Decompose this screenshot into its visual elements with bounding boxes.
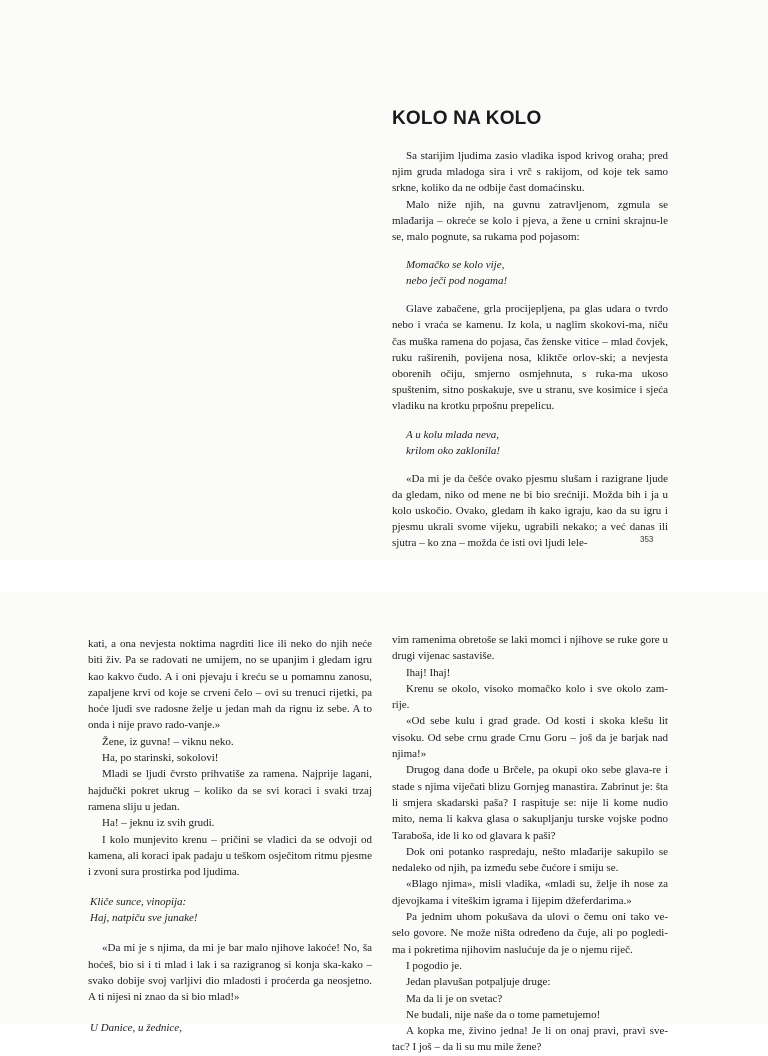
paragraph: Jedan plavušan potpaljuje druge:	[406, 976, 551, 989]
paragraph: kati, a ona nevjesta noktima nagrditi lice ili neko do njih neće biti živ. Pa se radovati ne umijem, no se upanjim i gledam igru kao kakvo čudo. A i oni pjevaju i kreću se u pomamnu zanosu, zapaljene krvi od koje se crveni čelo – ovi su trenuci rijetki, pa hoće ljudi sve radosne želje u jedan mah da rignu iz sebe. A to onda i nije pravo rado-vanje.»	[88, 638, 372, 732]
paragraph: I kolo munjevito krenu – pričini se vladici da se odvoji od kamena, ali koraci ipak padaju u teškom osječitom ritmu pjesme i zvoni sura prostirka pod ljudima.	[88, 833, 372, 879]
paragraph: Pa jednim uhom pokušava da ulovi o čemu oni tako ve-selo govore. Ne može ništa određeno da čuje, ali po pogledi-ma i pokretima njihovim naslućuje da je o njemu riječ.	[392, 911, 668, 956]
paragraph: Ha! – jeknu iz svih grudi.	[102, 817, 215, 830]
paragraph: «Da mi je s njima, da mi je bar malo njihove lakoće! No, ša hoćeš, bio si i ti mlad i lak i sa razigranog si konja ska-kako – svako dobije svoj varljivi dio mladosti i proćerda ga neosjetno. A ti nijesi ni znao da si bio mlad!»	[88, 942, 372, 1004]
paragraph: Ne budali, nije naše da o tome pametujemo!	[406, 1008, 601, 1021]
paragraph: Ha, po starinski, sokolovi!	[102, 752, 219, 765]
verse-line: U Danice, u žednice,	[90, 1021, 182, 1034]
top-text-column	[392, 108, 668, 552]
chapter-title: KOLO NA KOLO	[392, 108, 542, 129]
paragraph: Ihaj! Ihaj!	[406, 666, 451, 679]
verse	[90, 1020, 372, 1036]
paragraph: Drugog dana dođe u Brčele, pa okupi oko sebe glava-re i stade s njima viječati blizu Gornjeg manastira. Zabrinut je: šta li smjera skadarski paša? I raspituje se: nije li kome nudio mito, nema li kakva glasa o sakupljanju turske vojske podno Taraboša, ide li ko od glavara k paši?	[392, 764, 668, 842]
paragraph: Sa starijim ljudima zasio vladika ispod krivog oraha; pred njim gruda mladoga sira i vrč s rakijom, od koje tek samo srkne, koliko da ne odbije čast domaćinsku.	[392, 150, 668, 195]
paragraph: Dok oni potanko raspredaju, nešto mlađarije sakupilo se nedaleko od njih, pa između sebe čućore i smiju se.	[392, 845, 668, 875]
right-text-column	[392, 632, 668, 1056]
paragraph: «Da mi je da češće ovako pjesmu slušam i razigrane ljude da gledam, niko od mene ne bi bio srećniji. Možda bih i ja u kolo uskočio. Ovako, gledam ih kako igraju, kao da su igru i pjesmu ukrali svome vijeku, ugrabili nekako; a već danas ili sjutra – ko zna – možda će isti ovi ljudi lele-	[392, 472, 668, 550]
paragraph: «Blago njima», misli vladika, «mladi su, želje ih nose za djevojkama i viteškim igrama i lijepim džeferdarima.»	[392, 878, 668, 907]
paragraph: vim ramenima obretoše se laki momci i njihove se ruke gore u drugi vijenac sastaviše.	[392, 634, 668, 663]
verse	[406, 427, 668, 459]
paragraph: A kopka me, živino jedna! Je li on onaj pravi, pravi sve-tac? I još – da li su mu mile žene?	[392, 1025, 668, 1054]
paragraph: Ma da li je on svetac?	[406, 992, 503, 1005]
verse	[406, 257, 668, 289]
paragraph: Glave zabačene, grla procijepljena, pa glas udara o tvrdo nebo i vraća se kamenu. Iz kola, u naglim skokovi-ma, niču čas muška ramena do pojasa, čas ženske vitice – mlad čovjek, ruku raširenih, povijena nosa, kliktče orlov-ski; a nevjesta oborenih očiju, smjerno osmjehnuta, s ruka-ma ukoso spuštenim, sitno poskakuje, sve u stranu, sve kosimice i sjeća vladiku na krotku prpošnu prepelicu.	[392, 303, 668, 413]
left-text-column	[88, 636, 372, 1050]
paragraph: «Od sebe kulu i grad grade. Od kosti i skoka klešu lit visoku. Od sebe crnu grade Crnu Goru – još da je barjak nad njima!»	[392, 715, 668, 761]
paragraph: Žene, iz guvna! – viknu neko.	[102, 735, 234, 748]
verse-line: Kliče sunce, vinopija:	[90, 896, 187, 909]
paragraph: Mladi se ljudi čvrsto prihvatiše za ramena. Najprije lagani, hajdučki pokret ukrug – koliko da se svi koraci i svaki trzaj ramena sliju u jedan.	[88, 768, 372, 813]
paragraph: Krenu se okolo, visoko momačko kolo i sve okolo zam-rije.	[392, 682, 668, 712]
verse-line: A u kolu mlada neva,	[406, 428, 499, 441]
paragraph: Malo niže njih, na guvnu zatravljenom, zgmula se mlađarija – okreće se kolo i pjeva, a žene u crnini skrajnu-le se, malo pognute, sa rukama pod pojasom:	[392, 198, 668, 244]
verse-line: krilom oko zaklonila!	[406, 444, 501, 457]
paragraph: I pogodio je.	[406, 959, 462, 972]
verse-line: Haj, natpiču sve junake!	[90, 912, 198, 925]
verse-line: nebo ječi pod nogama!	[406, 275, 508, 288]
verse-line: Momačko se kolo vije,	[406, 259, 505, 272]
verse	[90, 894, 372, 926]
page-number: 353	[640, 535, 654, 544]
